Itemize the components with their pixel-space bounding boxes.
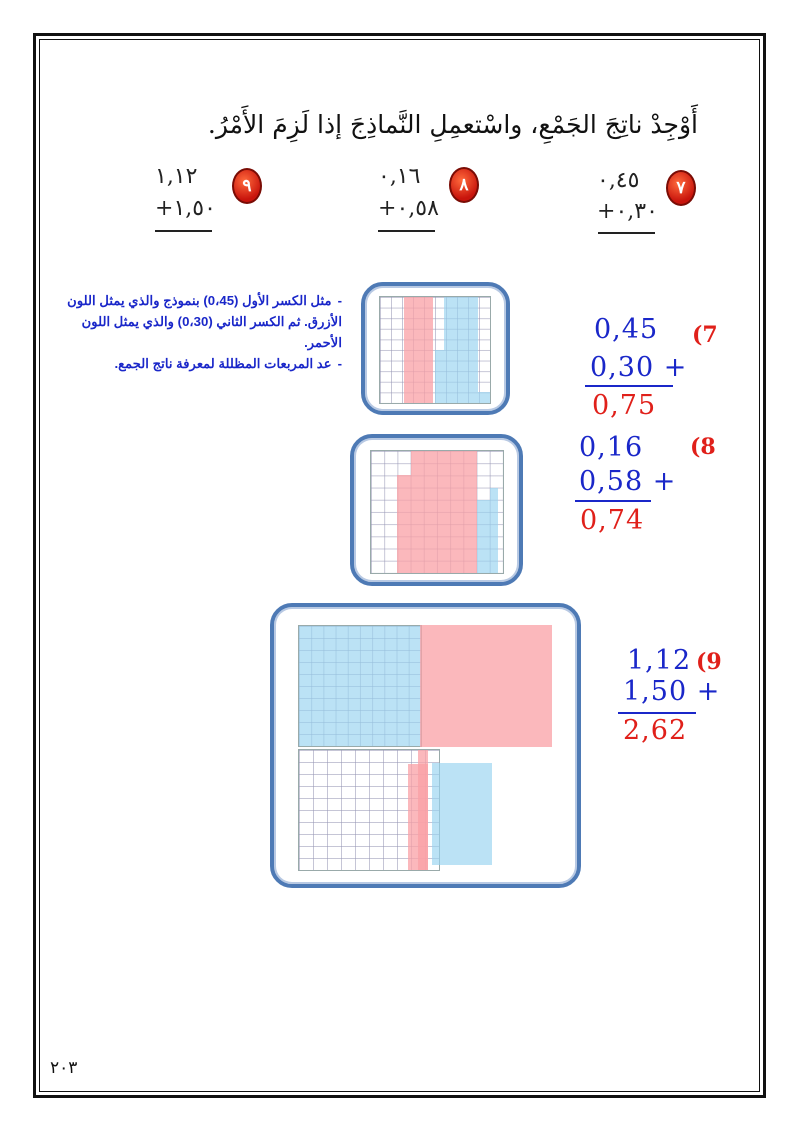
solution-8-rule bbox=[575, 500, 651, 502]
solution-9-addend-1: 1,12 bbox=[627, 645, 692, 676]
solution-7-addend-1: 0,45 bbox=[594, 314, 659, 345]
model-blue-part bbox=[299, 626, 421, 746]
model-red-part bbox=[420, 625, 552, 747]
exercise-7-bottom: ٠,٣٠+ bbox=[597, 199, 658, 224]
solution-9-result: 2,62 bbox=[623, 715, 688, 746]
model-box-7 bbox=[361, 282, 510, 415]
exercise-9-bottom: ١,٥٠+ bbox=[155, 196, 216, 221]
note-item: -مثل الكسر الأول (0،45) بنموذج والذي يمثل اللون الأزرق. ثم الكسر الثاني (0،30) والذي يمثل اللون الأحمر. bbox=[67, 293, 342, 350]
model-blue-part bbox=[477, 500, 490, 573]
solution-7-rule bbox=[585, 385, 673, 387]
solution-9-rule bbox=[618, 712, 696, 714]
hundred-grid bbox=[379, 296, 491, 404]
model-blue-part bbox=[444, 297, 478, 350]
model-blue-part bbox=[478, 392, 490, 403]
hundred-grid bbox=[298, 625, 422, 747]
solution-9-addend-2: 1,50 + bbox=[623, 676, 721, 707]
exercise-7-badge: ٧ bbox=[666, 170, 696, 206]
exercise-8-bottom: ٠,٥٨+ bbox=[378, 196, 439, 221]
exercise-8-badge: ٨ bbox=[449, 167, 479, 203]
solution-7-addend-2: 0,30 + bbox=[590, 352, 688, 383]
solution-7-label: (7 bbox=[692, 322, 718, 348]
model-box-8 bbox=[350, 434, 523, 586]
hundred-grid bbox=[370, 450, 504, 574]
solution-8-addend-2: 0,58 + bbox=[579, 466, 677, 497]
model-blue-part bbox=[490, 488, 498, 573]
model-blue-part bbox=[435, 350, 478, 403]
model-red-part bbox=[411, 451, 477, 573]
hundred-grid bbox=[298, 749, 440, 871]
model-blue-part bbox=[432, 763, 492, 865]
page-number: ٢٠٣ bbox=[50, 1058, 78, 1078]
solution-8-label: (8 bbox=[690, 434, 716, 460]
exercise-9-badge: ٩ bbox=[232, 168, 262, 204]
solution-8-addend-1: 0,16 bbox=[579, 432, 644, 463]
exercise-9-top: ١,١٢ bbox=[155, 164, 198, 189]
solution-7-result: 0,75 bbox=[592, 390, 657, 421]
explanation-note bbox=[52, 290, 342, 374]
solution-9-label: (9 bbox=[696, 649, 722, 675]
model-red-part bbox=[418, 750, 428, 870]
exercise-7-rule bbox=[598, 232, 655, 234]
note-item: -عد المربعات المظللة لمعرفة ناتج الجمع. bbox=[114, 356, 342, 371]
model-red-part bbox=[404, 297, 433, 403]
exercise-7-top: ٠,٤٥ bbox=[597, 168, 640, 193]
model-box-9 bbox=[270, 603, 581, 888]
exercise-8-rule bbox=[378, 230, 435, 232]
exercise-heading: أَوْجِدْ ناتِجَ الجَمْعِ، واسْتعمِلِ النَّماذِجَ إذا لَزِمَ الأَمْرُ. bbox=[207, 110, 698, 139]
model-red-part bbox=[397, 475, 410, 573]
exercise-8-top: ٠,١٦ bbox=[378, 164, 421, 189]
solution-8-result: 0,74 bbox=[580, 505, 645, 536]
exercise-9-rule bbox=[155, 230, 212, 232]
